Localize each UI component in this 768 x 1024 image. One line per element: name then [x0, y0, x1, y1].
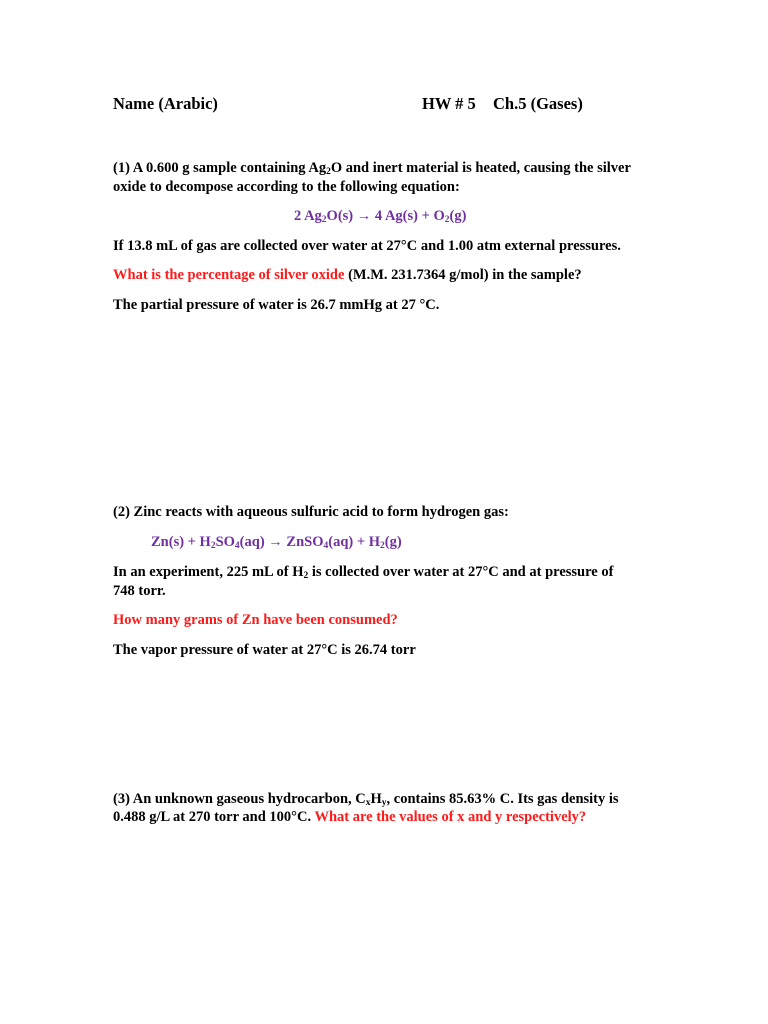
- q1-equation: 2 $Ag_2O(s) \to 4$ $Ag(s) + O_2(g)$: [294, 208, 467, 225]
- q2-equation: $Zn(s) + H_2SO_4(aq)$ → ZnSO$_4$(aq) + $H_2(g)$: [151, 534, 402, 551]
- name-label: Name (Arabic): [113, 94, 218, 113]
- q2-line-1: (2) Zinc reacts with aqueous sulfuric acid to form hydrogen gas:: [113, 504, 509, 520]
- q2-line-3: In an experiment, 225 mL of $H_2$ is collected over water at 27°C and at pressure of: [113, 564, 614, 581]
- q1-question-highlight: What is the percentage of silver oxide: [113, 267, 345, 283]
- q3-question-highlight: What are the values of x and y respectively?: [314, 809, 587, 825]
- q1-line-2: oxide to decompose according to the following equation:: [113, 179, 460, 195]
- q1-line-5: The partial pressure of water is 26.7 mmHg at 27 °C.: [113, 297, 440, 313]
- q2-line-6: The vapor pressure of water at 27°C is 26.74 torr: [113, 642, 416, 658]
- q1-line-1: (1) A 0.600 g sample containing $Ag_2O$ and inert material is heated, causing the silver: [113, 160, 631, 177]
- chapter-label: Ch.5 (Gases): [493, 94, 583, 113]
- q2-question: How many grams of Zn have been consumed?: [113, 612, 398, 628]
- q3-line-2: 0.488 g/L at 270 torr and 100°C. What are the values of x and y respectively?: [113, 809, 587, 825]
- q1-line-3: If 13.8 mL of gas are collected over water at 27°C and 1.00 atm external pressures.: [113, 238, 621, 254]
- homework-number: HW # 5: [422, 94, 476, 113]
- q3-line-1: (3) An unknown gaseous hydrocarbon, $C_xH_y$, contains 85.63% C. Its gas density is: [113, 791, 619, 808]
- q2-line-4: 748 torr.: [113, 583, 166, 599]
- q1-question: What is the percentage of silver oxide (M.M. 231.7364 g/mol) in the sample?: [113, 267, 582, 283]
